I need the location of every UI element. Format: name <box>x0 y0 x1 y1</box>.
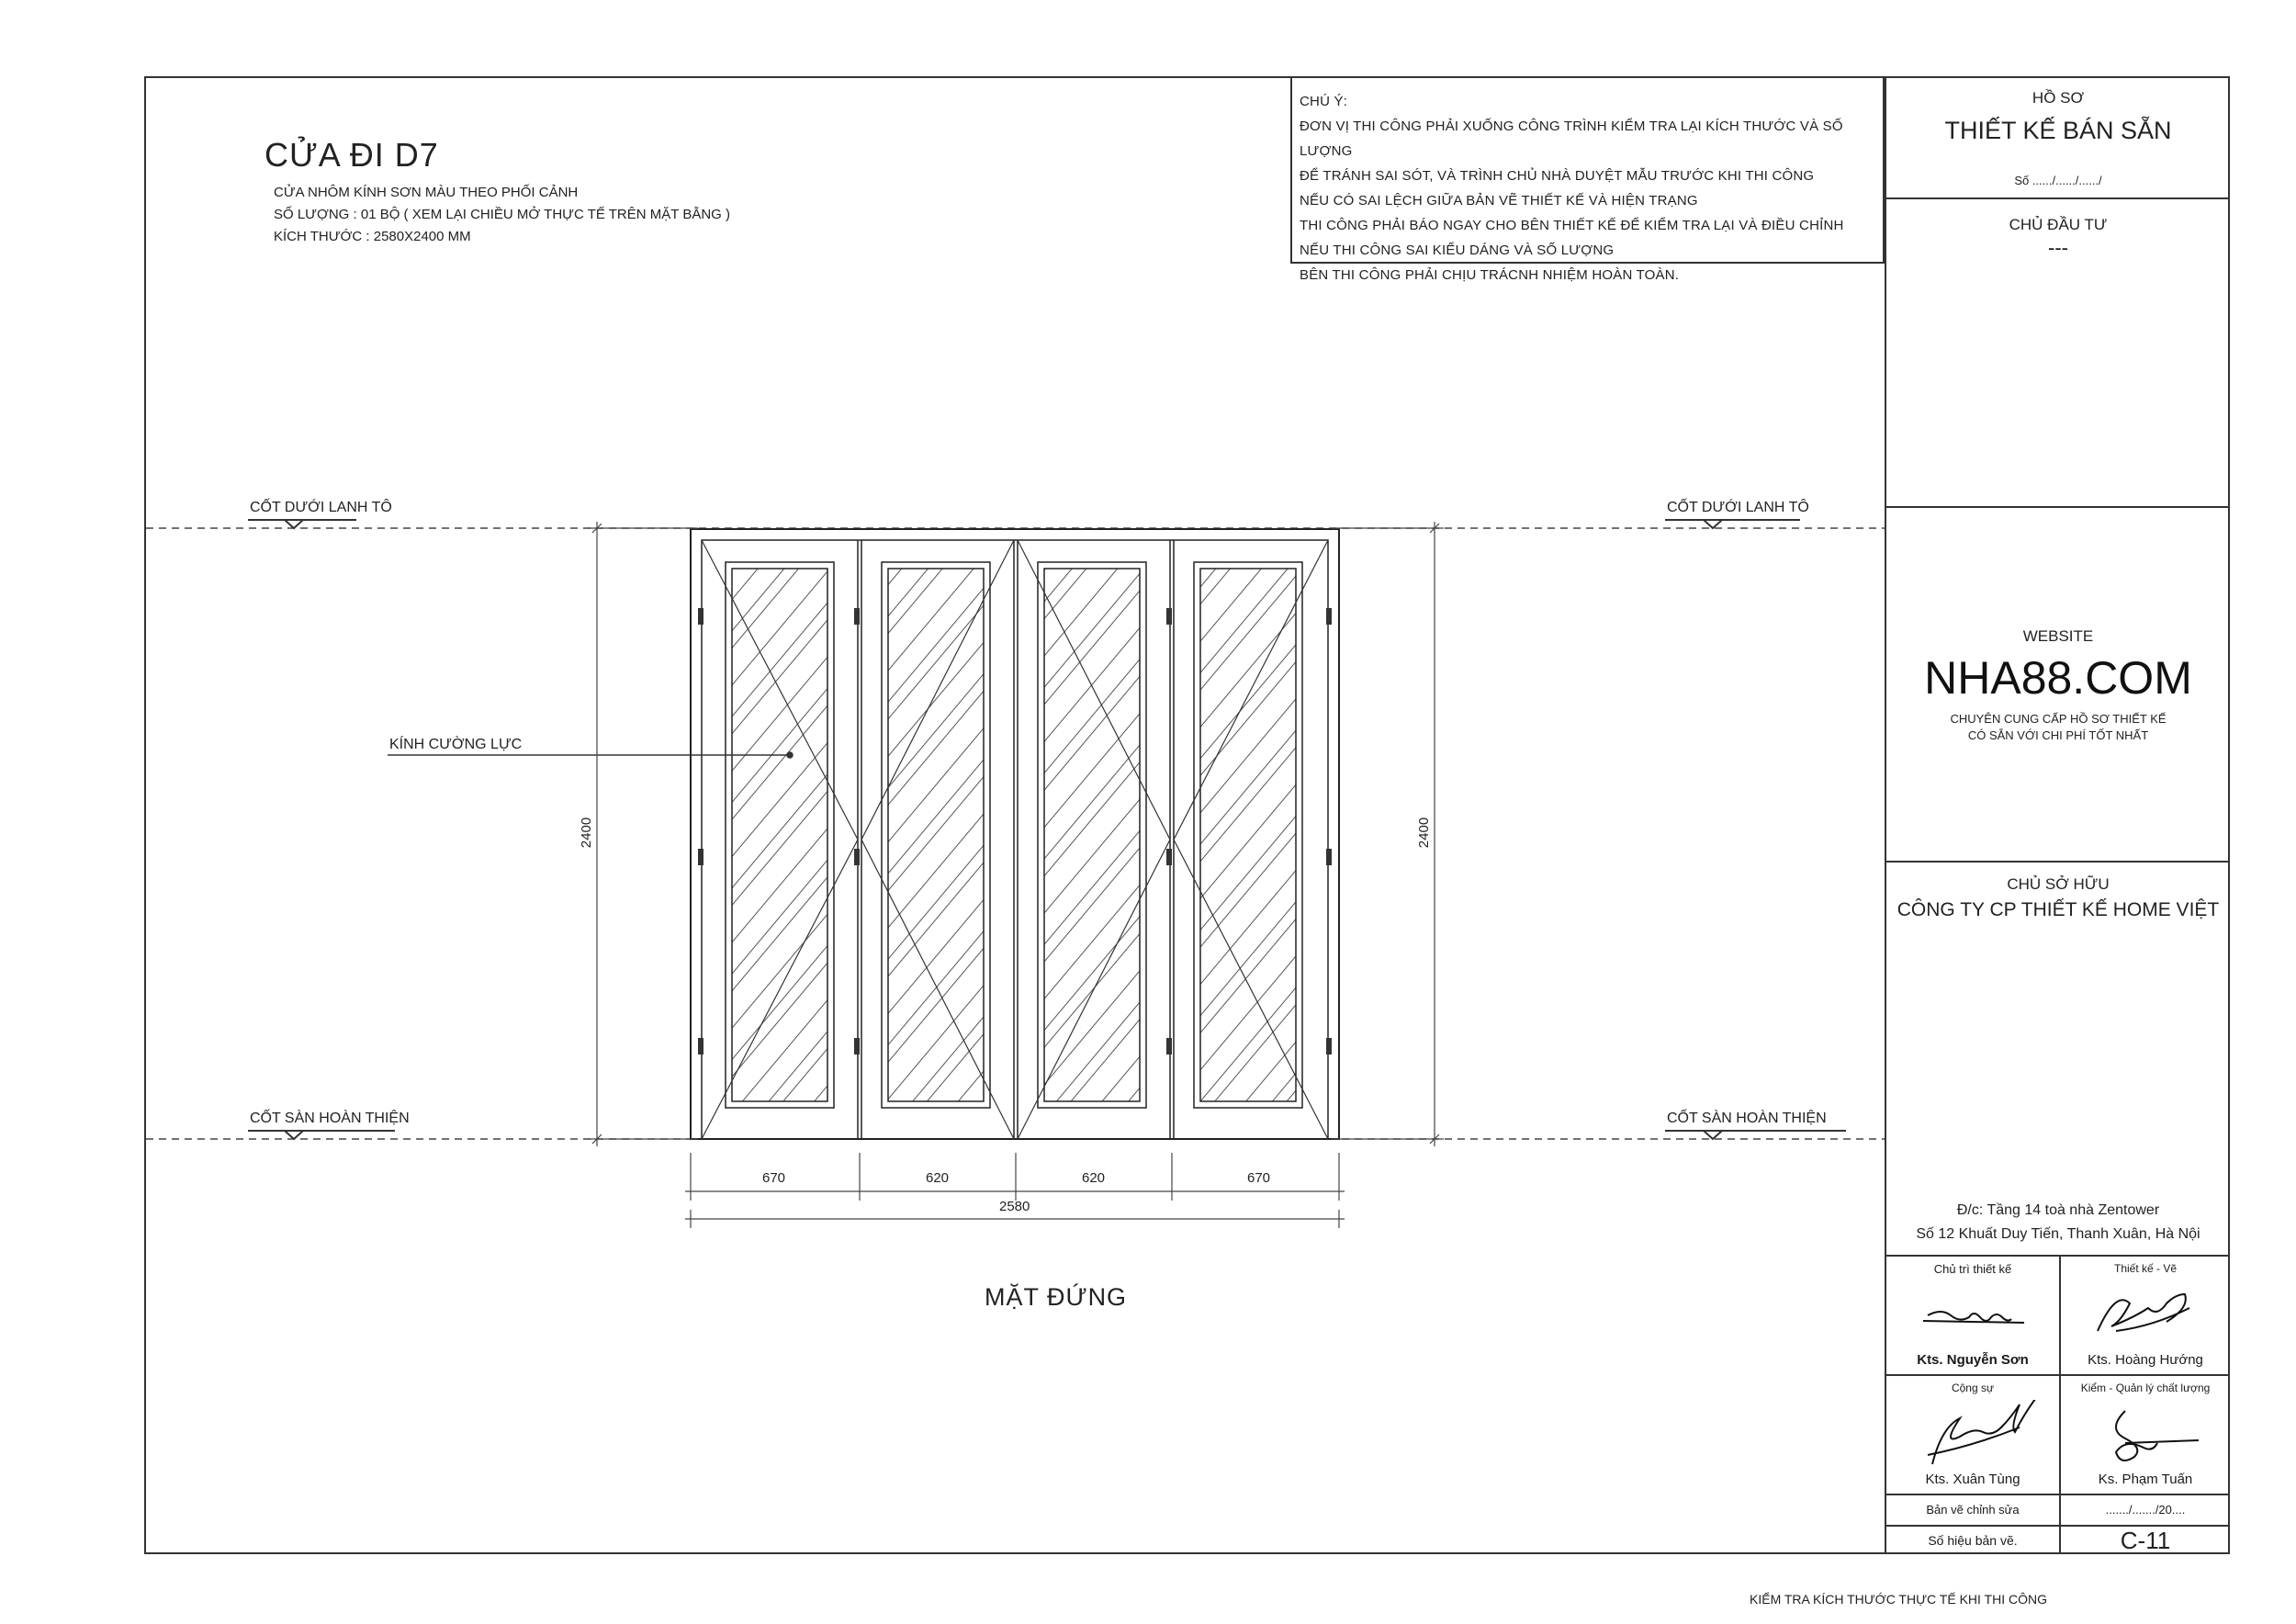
sig3-role: Cộng sự <box>1951 1382 1995 1394</box>
height-dimension-left <box>588 522 698 1146</box>
notes-line-5: NẾU THI CÔNG SAI KIỂU DÁNG VÀ SỐ LƯỢNG <box>1300 242 1615 258</box>
footer-note: KIỂM TRA KÍCH THƯỚC THỰC TẾ KHI THI CÔNG <box>1750 1592 2047 1607</box>
door-info-line-3: KÍCH THƯỚC : 2580X2400 MM <box>274 229 471 244</box>
level-label-bottom-right: CỐT SÀN HOÀN THIỆN <box>1667 1111 1827 1126</box>
glass-pane-3 <box>1038 562 1146 1108</box>
notes-line-1: ĐƠN VỊ THI CÔNG PHẢI XUỐNG CÔNG TRÌNH KIỂM TRA LẠI KÍCH THƯỚC VÀ SỐ LƯỢNG <box>1300 118 1843 159</box>
sig1-role: Chủ trì thiết kế <box>1933 1262 2012 1276</box>
notes-line-4: THI CÔNG PHẢI BÁO NGAY CHO BÊN THIẾT KẾ ĐỂ KIỂM TRA LẠI VÀ ĐIỀU CHỈNH <box>1300 218 1844 233</box>
chu-dau-tu-label: CHỦ ĐẦU TƯ <box>2009 216 2108 233</box>
chu-dau-tu-value: --- <box>2048 236 2068 259</box>
signature-cell-thiet-ke <box>2061 1257 2230 1374</box>
website-tagline-1: CHUYÊN CUNG CẤP HỒ SƠ THIẾT KẾ <box>1950 712 2167 726</box>
sheet-number: C-11 <box>2120 1527 2171 1554</box>
sig4-name: Ks. Phạm Tuấn <box>2098 1472 2193 1487</box>
glass-pane-2 <box>882 562 990 1108</box>
tb-website <box>1886 508 2230 863</box>
title-block <box>1885 76 2230 1554</box>
height-label-right: 2400 <box>1416 817 1433 849</box>
tb-chu-dau-tu <box>1886 199 2230 508</box>
signature-pham-tuan <box>2098 1402 2208 1468</box>
signature-cell-chu-tri <box>1886 1257 2061 1374</box>
sheet-label: Số hiệu bản vẽ. <box>1886 1527 2061 1554</box>
notes-heading: CHÚ Ý: <box>1300 94 1348 109</box>
notes-line-6: BÊN THI CÔNG PHẢI CHỊU TRÁCNH NHIỆM HOÀN TOÀN. <box>1300 267 1680 283</box>
revision-row <box>1886 1495 2230 1527</box>
panel-width-2: 620 <box>926 1170 950 1186</box>
level-marker-top-left <box>248 520 356 528</box>
panel-width-4: 670 <box>1247 1170 1271 1186</box>
sig2-name: Kts. Hoàng Hướng <box>2088 1352 2203 1368</box>
total-width: 2580 <box>999 1199 1030 1214</box>
door-info-line-2: SỐ LƯỢNG : 01 BỘ ( XEM LẠI CHIỀU MỞ THỰC TẾ TRÊN MẶT BẰNG ) <box>274 207 730 222</box>
signature-row-2 <box>1886 1376 2230 1495</box>
signature-row-1 <box>1886 1257 2230 1376</box>
glass-pane-4 <box>1194 562 1302 1108</box>
signature-nguyen-son <box>1923 1290 2033 1345</box>
level-label-bottom-left: CỐT SÀN HOÀN THIỆN <box>250 1111 410 1126</box>
sig1-name: Kts. Nguyễn Sơn <box>1917 1352 2029 1368</box>
level-marker-bottom-right <box>1665 1131 1846 1139</box>
website-name: NHA88.COM <box>1924 652 2192 704</box>
tb-chu-so-huu <box>1886 863 2230 1257</box>
ho-so-title: THIẾT KẾ BÁN SẴN <box>1944 117 2172 144</box>
ho-so-label: HỒ SƠ <box>2032 89 2085 107</box>
chu-so-huu-value: CÔNG TY CP THIẾT KẾ HOME VIỆT <box>1896 899 2220 920</box>
signature-cell-cong-su <box>1886 1376 2061 1494</box>
height-label-left: 2400 <box>579 817 595 849</box>
tb-ho-so <box>1886 76 2230 199</box>
signature-xuan-tung <box>1914 1400 2043 1470</box>
sig4-role: Kiểm - Quản lý chất lượng <box>2080 1382 2211 1394</box>
ho-so-number: Số ....../....../....../ <box>2014 174 2102 187</box>
revision-label: Bản vẽ chỉnh sửa <box>1886 1495 2061 1525</box>
glass-label: KÍNH CƯỜNG LỰC <box>389 737 523 752</box>
sheet-row <box>1886 1527 2230 1554</box>
chu-so-huu-label: CHỦ SỞ HỮU <box>2007 875 2110 893</box>
address-line-1: Đ/c: Tầng 14 toà nhà Zentower <box>1956 1202 2160 1218</box>
signature-hoang-huong <box>2088 1280 2208 1345</box>
level-marker-bottom-left <box>248 1131 395 1139</box>
website-label: WEBSITE <box>2022 627 2094 645</box>
sig2-role: Thiết kế - Vẽ <box>2113 1262 2178 1275</box>
panel-width-3: 620 <box>1082 1170 1106 1186</box>
door-info-line-1: CỬA NHÔM KÍNH SƠN MÀU THEO PHỐI CẢNH <box>274 185 579 200</box>
glass-pane-1 <box>726 562 834 1108</box>
level-label-top-left: CỐT DƯỚI LANH TÔ <box>250 500 392 515</box>
revision-value: ......./......./20.... <box>2105 1503 2186 1517</box>
view-title: MẶT ĐỨNG <box>985 1283 1128 1311</box>
notes-line-3: NẾU CÓ SAI LỆCH GIỮA BẢN VẼ THIẾT KẾ VÀ HIỆN TRẠNG <box>1300 193 1698 209</box>
door-title: CỬA ĐI D7 <box>264 136 439 174</box>
sig3-name: Kts. Xuân Tùng <box>1925 1472 2020 1487</box>
level-marker-top-right <box>1665 520 1800 528</box>
panel-width-1: 670 <box>762 1170 786 1186</box>
website-tagline-2: CÓ SẴN VỚI CHI PHÍ TỐT NHẤT <box>1967 728 2149 742</box>
level-label-top-right: CỐT DƯỚI LANH TÔ <box>1667 500 1809 515</box>
address-line-2: Số 12 Khuất Duy Tiến, Thanh Xuân, Hà Nội <box>1916 1226 2200 1242</box>
signature-cell-kiem-tra <box>2061 1376 2230 1494</box>
notes-line-2: ĐỂ TRÁNH SAI SÓT, VÀ TRÌNH CHỦ NHÀ DUYỆT MẪU TRƯỚC KHI THI CÔNG <box>1300 168 1815 184</box>
